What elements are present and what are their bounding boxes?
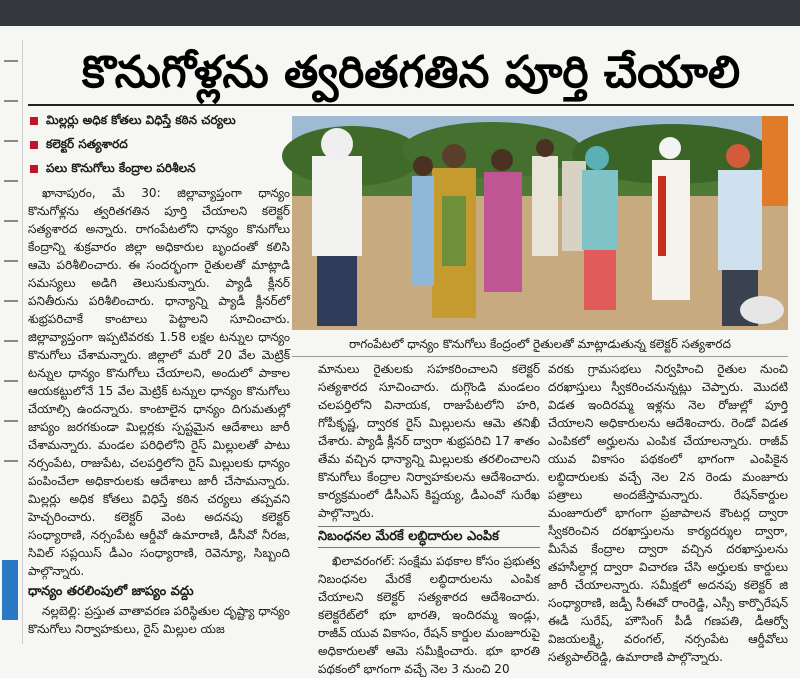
- article-paragraph: నల్లబెల్లి: ప్రస్తుత వాతావరణ పరిస్థితుల దృష్ట్యా ధాన్యం కొనుగోలు నిర్వాహకులు, రైస్ మిల్లుల యజ: [28, 604, 290, 636]
- bullet-item: [28, 112, 290, 129]
- news-photo: [292, 116, 788, 330]
- left-column: [28, 112, 290, 644]
- headline: కొనుగోళ్లను త్వరితగతిన పూర్తి చేయాలి: [28, 44, 794, 106]
- photo-caption: రాగంపేటలో ధాన్యం కొనుగోలు కేంద్రంలో రైతులతో మాట్లాడుతున్న కలెక్టర్ సత్యశారద: [292, 332, 788, 357]
- bullet-item: [28, 160, 290, 177]
- article-body: [28, 184, 290, 638]
- sub-heading: ధాన్యం తరలింపులో జాప్యం వద్దు: [28, 584, 194, 599]
- bullet-item: [28, 136, 290, 153]
- blue-ad-strip: [2, 560, 18, 620]
- bullet-square-icon: [30, 165, 38, 173]
- article-paragraph: ఖిలావరంగల్: సంక్షేమ పథకాల కోసం ప్రభుత్వ నిబంధనల మేరకే లబ్ధిదారులను ఎంపిక చేయాలని కలెక్టర్ సత్యశారద ఆదేశించారు. కలెక్టరేట్‌లో భూ భారతి, ఇందిరమ్మ ఇండ్లు, రాజీవ్ యువ వికాసం, రేషన్ కార్డుల మంజూరుపై అధికారులతో ఆమె సమీక్షించారు. భూ భారతి పథకంలో భాగంగా వచ్చే నెల 3 నుంచి 20: [318, 554, 540, 676]
- bullet-text: మిల్లర్లు అధిక కోతలు విధిస్తే కఠిన చర్యలు: [46, 113, 236, 127]
- bullet-square-icon: [30, 141, 38, 149]
- bullet-text: పలు కొనుగోలు కేంద్రాల పరిశీలన: [46, 161, 196, 175]
- top-bar: [0, 0, 800, 26]
- article-paragraph: మానులు రైతులకు సహకరించాలని కలెక్టర్ సత్యశారద సూచించారు. దుగ్గొండి మండలం చలపర్తిలోని వినాయక, రాజుపేటలోని హరి, గోపీకృష్ణ, ద్వారక రైస్ మిల్లులను ఆమె తనిఖీ చేశారు. ప్యాడీ క్లీనర్ ద్వారా శుభ్రపరిచి 17 శాతం తేమ వచ్చిన ధాన్యాన్ని మిల్లులకు తరలించాలని కొనుగోలు కేంద్రాల నిర్వాహకులను ఆదేశించారు. కార్యక్రమంలో డీసీఎస్ కిష్టయ్య, డీఎంవో సురేఖ పాల్గొన్నారు.: [318, 362, 540, 520]
- bullet-text: కలెక్టర్ సత్యశారద: [46, 137, 128, 151]
- article-paragraph: వరకు గ్రామసభలు నిర్వహించి రైతుల నుంచి దరఖాస్తులు స్వీకరించనున్నట్లు చెప్పారు. మొదటి విడత ఇందిరమ్మ ఇళ్లను నెల రోజుల్లో పూర్తి చేయాలని అధికారులను ఆదేశించారు. రెండో విడత ఎంపికలో అర్హులను ఎంపిక చేయాలన్నారు. రాజీవ్ యువ వికాసం పథకంలో భాగంగా ఎంపికైన లబ్ధిదారులకు వచ్చే నెల 2న రెండు మంజూరు పత్రాలు అందజేస్తామన్నారు. రేషన్‌కార్డుల మంజూరులో భాగంగా ప్రజాపాలన కౌంటర్ల ద్వారా స్వీకరించిన దరఖాస్తులను కార్యదర్శుల ద్వారా, మీసేవ కేంద్రాల ద్వారా వచ్చిన దరఖాస్తులను తహసీల్దార్ల ద్వారా విచారణ చేసి అర్హులకు కార్డులు జారీ చేయాలన్నారు. సమీక్షలో అదనపు కలెక్టర్ జి సంధ్యారాణి, జడ్పీ సీఈవో రాంరెడ్డి, ఎస్సీ కార్పొరేషన్ ఈడీ సురేష్, హౌసింగ్ పీడీ గణపతి, డీఆర్వో విజయలక్ష్మి, వరంగల్, నర్సంపేట ఆర్డీవోలు సత్యపాల్‌రెడ్డి, ఉమారాణి పాల్గొన్నారు.: [548, 362, 788, 664]
- bullet-square-icon: [30, 117, 38, 125]
- middle-column: [318, 360, 540, 676]
- right-column: [548, 360, 788, 664]
- article-paragraph: ఖానాపురం, మే 30: జిల్లావ్యాప్తంగా ధాన్యం కొనుగోళ్లను త్వరితగతిన పూర్తి చేయాలని కలెక్టర్ సత్యశారద అన్నారు. రాగంపేటలోని ధాన్యం కొనుగోలు కేంద్రాన్ని శుక్రవారం జిల్లా అధికారుల బృందంతో కలిసి ఆమె పరిశీలించారు. ఈ సందర్భంగా రైతులతో మాట్లాడి సమస్యలు అడిగి తెలుసుకున్నారు. ప్యాడీ క్లీనర్ పనితీరును పరిశీలించారు. ధాన్యాన్ని ప్యాడీ క్లీనర్‌లో శుభ్రపరిచాకే కాంటాలు పెట్టాలని సూచించారు. జిల్లావ్యాప్తంగా ఇప్పటివరకు 1.58 లక్షల టన్నుల ధాన్యం కొనుగోలు చేశామన్నారు. జిల్లాలో మరో 20 వేల మెట్రిక్ టన్నుల ధాన్యం కొనుగోలు చేయాలని, అందులో పాకాల ఆయకట్టులోనే 15 వేల మెట్రిక్ టన్నుల ధాన్యం కొనుగోలు చేయాల్సి ఉందన్నారు. కాంటాలైన ధాన్యం దిగుమతుల్లో జాప్యం జరగకుండా మిల్లర్లకు స్పష్టమైన ఆదేశాలు జారీ చేశామన్నారు. మండల పరిధిలోని రైస్ మిల్లులతో పాటు నర్సంపేట, రాజుపేట, చలపర్తిలోని రైస్ మిల్లులకు ధాన్యం పంపించేలా అధికారులకు ఆదేశాలు జారీ చేసామన్నారు. మిల్లర్లు అధిక కోతలు విధిస్తే కఠిన చర్యలు తప్పవని హెచ్చరించారు. కలెక్టర్ వెంట అదనపు కలెక్టర్ సంధ్యారాణి, నర్సంపేట ఆర్డీవో ఉమారాణి, డీసీవో నీరజ, సివిల్ సప్లయిస్ డీఎం సంధ్యారాణి, రెవెన్యూ, సిబ్బంది పాల్గొన్నారు.: [28, 186, 290, 578]
- sub-heading: నిబంధనల మేరకే లబ్ధిదారుల ఎంపిక: [318, 526, 540, 548]
- left-column-strip: [0, 40, 23, 644]
